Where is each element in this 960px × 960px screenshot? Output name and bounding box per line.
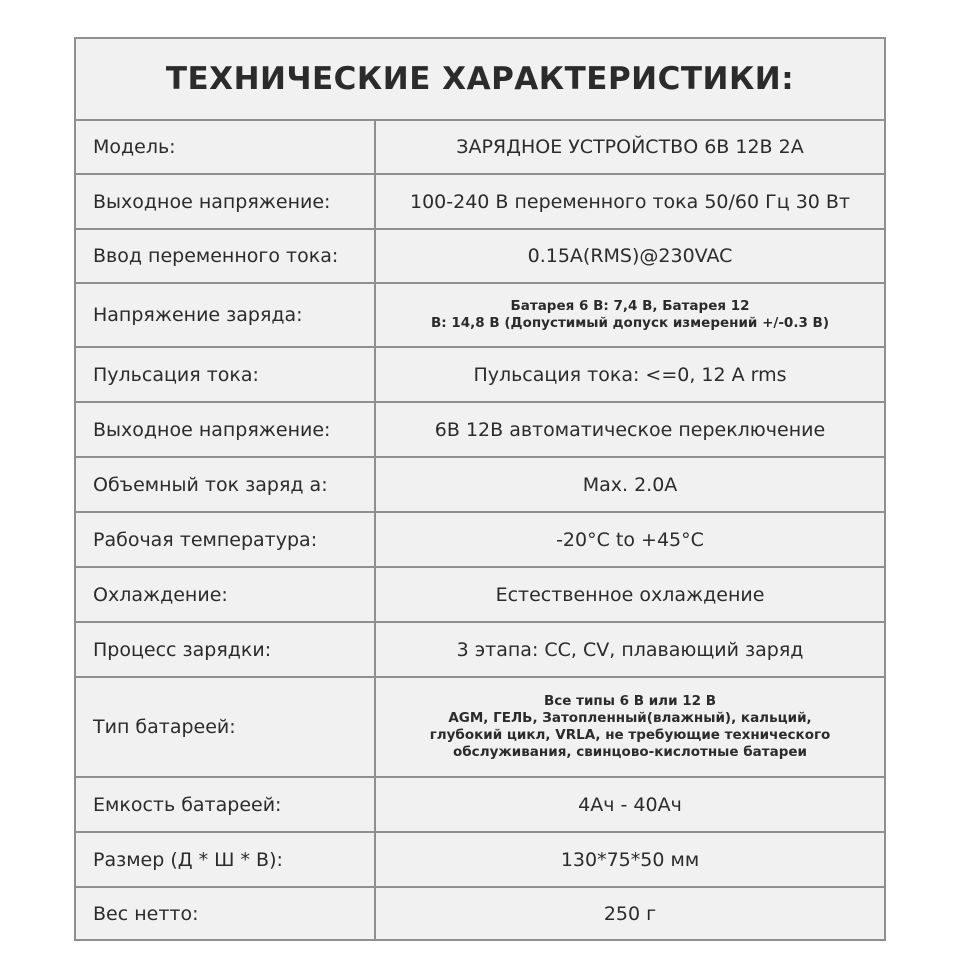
row-label-charge-voltage: Напряжение заряда: <box>76 284 376 346</box>
table-row <box>76 568 884 623</box>
table-row <box>76 778 884 833</box>
table-row <box>76 284 884 348</box>
row-label-battery-type: Тип батареей: <box>76 678 376 776</box>
row-label-output-voltage: Выходное напряжение: <box>76 175 376 228</box>
table-row <box>76 623 884 678</box>
row-label-battery-capacity: Емкость батареей: <box>76 778 376 831</box>
row-label-operating-temperature: Рабочая температура: <box>76 513 376 566</box>
row-value-dimensions: 130*75*50 мм <box>560 848 700 871</box>
table-row <box>76 678 884 778</box>
table-row <box>76 458 884 513</box>
row-value-charge-current: Max. 2.0A <box>582 473 678 496</box>
row-value-ripple-current: Пульсация тока: <=0, 12 A rms <box>473 363 787 386</box>
table-row <box>76 833 884 888</box>
row-value-cooling: Естественное охлаждение <box>495 583 765 606</box>
row-value-model: ЗАРЯДНОЕ УСТРОЙСТВО 6В 12В 2А <box>456 136 804 158</box>
row-value-charging-process: 3 этапа: CC, CV, плавающий заряд <box>456 638 804 661</box>
row-value-net-weight: 250 г <box>603 902 657 925</box>
row-label-model: Модель: <box>76 121 376 173</box>
row-value-ac-input: 0.15A(RMS)@230VAC <box>527 245 733 267</box>
row-label-cooling: Охлаждение: <box>76 568 376 621</box>
row-label-output-voltage-2: Выходное напряжение: <box>76 403 376 456</box>
title-row <box>76 39 884 121</box>
row-label-ac-input: Ввод переменного тока: <box>76 230 376 282</box>
row-value-charge-voltage: Батарея 6 В: 7,4 В, Батарея 12 В: 14,8 В (Допустимый допуск измерений +/-0.3 В) <box>430 298 830 331</box>
row-value-battery-capacity: 4Ач - 40Ач <box>578 793 682 816</box>
table-row <box>76 403 884 458</box>
table-row <box>76 888 884 939</box>
row-value-operating-temperature: -20°C to +45°C <box>556 528 704 551</box>
table-row <box>76 230 884 284</box>
row-value-output-voltage: 100-240 В переменного тока 50/60 Гц 30 Вт <box>409 190 851 213</box>
table-row <box>76 348 884 403</box>
row-label-charge-current: Объемный ток заряд а: <box>76 458 376 511</box>
spec-table <box>74 37 886 941</box>
row-label-ripple-current: Пульсация тока: <box>76 348 376 401</box>
table-row <box>76 175 884 230</box>
row-label-charging-process: Процесс зарядки: <box>76 623 376 676</box>
table-title: ТЕХНИЧЕСКИЕ ХАРАКТЕРИСТИКИ: <box>165 61 795 97</box>
row-label-net-weight: Вес нетто: <box>76 888 376 939</box>
row-label-dimensions: Размер (Д * Ш * В): <box>76 833 376 886</box>
table-row <box>76 513 884 568</box>
table-row <box>76 121 884 175</box>
row-value-output-voltage-2: 6В 12В автоматическое переключение <box>434 418 826 441</box>
row-value-battery-type: Все типы 6 В или 12 В AGM, ГЕЛЬ, Затопленный(влажный), кальций, глубокий цикл, VRLA, не требующие технического обслуживания, свинцово-кислотные батареи <box>429 693 831 760</box>
